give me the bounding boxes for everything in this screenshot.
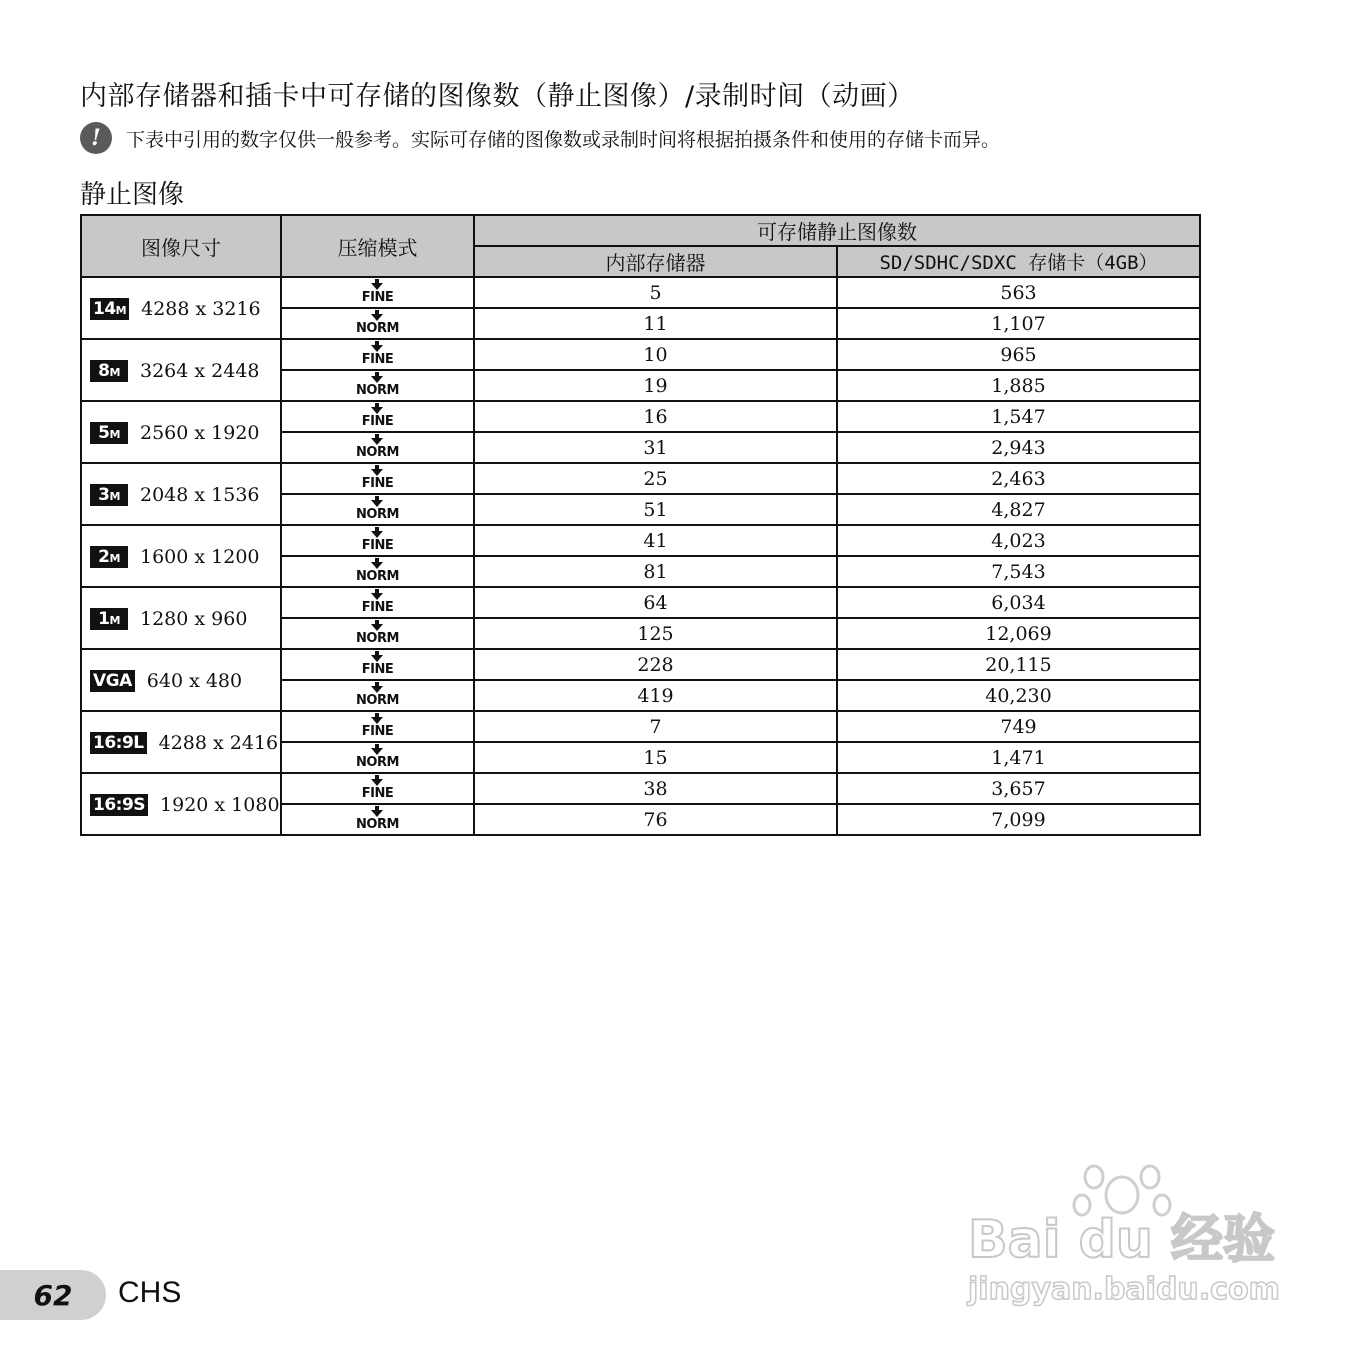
- quality-fine-icon: [362, 283, 393, 304]
- table-row: [81, 277, 1200, 308]
- card-count: 4,023: [837, 525, 1200, 556]
- internal-count: 41: [474, 525, 837, 556]
- internal-count: 15: [474, 742, 837, 773]
- quality-label: NORM: [356, 320, 399, 336]
- card-count: 20,115: [837, 649, 1200, 680]
- quality-label: NORM: [356, 692, 399, 708]
- internal-count: 5: [474, 277, 837, 308]
- internal-count: 11: [474, 308, 837, 339]
- card-count: 1,107: [837, 308, 1200, 339]
- badge-main: 5: [98, 422, 110, 443]
- down-arrow-icon: [371, 469, 383, 476]
- compression-fine-cell: [281, 649, 474, 680]
- quality-label: FINE: [361, 475, 394, 491]
- image-size-cell: [81, 401, 281, 463]
- quality-label: NORM: [356, 754, 399, 770]
- card-count: 3,657: [837, 773, 1200, 804]
- card-count: 1,471: [837, 742, 1200, 773]
- down-arrow-icon: [371, 376, 383, 383]
- table-row: [81, 773, 1200, 804]
- resolution: 640 x 480: [146, 669, 243, 692]
- resolution: 2560 x 1920: [140, 421, 260, 444]
- compression-normal-cell: [281, 556, 474, 587]
- quality-fine-icon: [362, 407, 393, 428]
- internal-count: 31: [474, 432, 837, 463]
- resolution: 1920 x 1080: [160, 793, 280, 816]
- quality-label: FINE: [361, 599, 394, 615]
- quality-label: NORM: [356, 506, 399, 522]
- quality-label: FINE: [361, 289, 394, 305]
- internal-count: 125: [474, 618, 837, 649]
- down-arrow-icon: [371, 438, 383, 445]
- resolution: 2048 x 1536: [140, 483, 260, 506]
- image-size-cell: [81, 711, 281, 773]
- quality-normal-icon: [356, 748, 399, 769]
- internal-count: 76: [474, 804, 837, 835]
- card-count: 7,543: [837, 556, 1200, 587]
- down-arrow-icon: [371, 283, 383, 290]
- down-arrow-icon: [371, 655, 383, 662]
- card-count: 1,885: [837, 370, 1200, 401]
- badge-main: 2: [98, 546, 110, 567]
- badge-sub: M: [109, 365, 120, 379]
- quality-normal-icon: [356, 500, 399, 521]
- table-row: [81, 525, 1200, 556]
- badge-sub: M: [109, 427, 120, 441]
- down-arrow-icon: [371, 624, 383, 631]
- quality-label: NORM: [356, 382, 399, 398]
- warning-icon: !: [80, 122, 112, 154]
- quality-label: FINE: [361, 351, 394, 367]
- compression-normal-cell: [281, 494, 474, 525]
- badge-main: 16:9L: [93, 732, 144, 753]
- image-size-cell: [81, 773, 281, 835]
- down-arrow-icon: [371, 407, 383, 414]
- internal-count: 228: [474, 649, 837, 680]
- card-count: 965: [837, 339, 1200, 370]
- watermark-brand: Bai du 经验: [968, 1210, 1275, 1270]
- internal-count: 38: [474, 773, 837, 804]
- badge-main: 16:9S: [93, 794, 146, 815]
- table-row: [81, 463, 1200, 494]
- quality-label: FINE: [361, 661, 394, 677]
- image-size-cell: [81, 463, 281, 525]
- resolution: 3264 x 2448: [140, 359, 260, 382]
- resolution: 4288 x 3216: [141, 297, 261, 320]
- quality-fine-icon: [362, 345, 393, 366]
- card-count: 4,827: [837, 494, 1200, 525]
- table-row: [81, 339, 1200, 370]
- quality-fine-icon: [362, 655, 393, 676]
- down-arrow-icon: [371, 593, 383, 600]
- down-arrow-icon: [371, 562, 383, 569]
- card-count: 563: [837, 277, 1200, 308]
- header-internal-memory: 内部存储器: [474, 246, 837, 277]
- down-arrow-icon: [371, 717, 383, 724]
- image-size-cell: [81, 587, 281, 649]
- internal-count: 7: [474, 711, 837, 742]
- card-count: 2,463: [837, 463, 1200, 494]
- internal-count: 419: [474, 680, 837, 711]
- compression-normal-cell: [281, 370, 474, 401]
- badge-main: 1: [98, 608, 110, 629]
- quality-normal-icon: [356, 562, 399, 583]
- image-size-badge-icon: [90, 794, 148, 816]
- resolution: 1280 x 960: [140, 607, 248, 630]
- quality-fine-icon: [362, 531, 393, 552]
- resolution: 1600 x 1200: [140, 545, 260, 568]
- compression-fine-cell: [281, 587, 474, 618]
- image-size-badge-icon: [90, 608, 128, 630]
- resolution: 4288 x 2416: [158, 731, 279, 754]
- quality-fine-icon: [362, 717, 393, 738]
- quality-label: FINE: [361, 785, 394, 801]
- note-text: 下表中引用的数字仅供一般参考。实际可存储的图像数或录制时间将根据拍摄条件和使用的存储卡而异。: [126, 128, 1001, 151]
- quality-normal-icon: [356, 438, 399, 459]
- image-size-badge-icon: [90, 422, 128, 444]
- table-row: [81, 401, 1200, 432]
- compression-fine-cell: [281, 711, 474, 742]
- card-count: 40,230: [837, 680, 1200, 711]
- internal-count: 51: [474, 494, 837, 525]
- image-size-badge-icon: [90, 360, 128, 382]
- quality-label: FINE: [361, 723, 394, 739]
- baidu-jingyan-watermark: [962, 1155, 1282, 1315]
- page-title: 内部存储器和插卡中可存储的图像数（静止图像）/录制时间（动画）: [80, 81, 915, 112]
- table-row: [81, 711, 1200, 742]
- note: [80, 122, 1000, 154]
- internal-count: 64: [474, 587, 837, 618]
- quality-normal-icon: [356, 686, 399, 707]
- badge-sub: M: [109, 489, 120, 503]
- image-size-badge-icon: [90, 484, 128, 506]
- image-size-badge-icon: [90, 732, 147, 754]
- quality-normal-icon: [356, 810, 399, 831]
- quality-label: NORM: [356, 568, 399, 584]
- card-count: 7,099: [837, 804, 1200, 835]
- quality-label: NORM: [356, 630, 399, 646]
- card-count: 1,547: [837, 401, 1200, 432]
- down-arrow-icon: [371, 345, 383, 352]
- image-size-badge-icon: [90, 670, 135, 692]
- down-arrow-icon: [371, 748, 383, 755]
- header-compression: 压缩模式: [281, 215, 474, 277]
- section-title: 静止图像: [80, 180, 185, 210]
- badge-main: 3: [98, 484, 110, 505]
- compression-normal-cell: [281, 804, 474, 835]
- badge-sub: M: [109, 551, 120, 565]
- internal-count: 25: [474, 463, 837, 494]
- quality-label: NORM: [356, 816, 399, 832]
- quality-normal-icon: [356, 624, 399, 645]
- compression-normal-cell: [281, 618, 474, 649]
- badge-sub: M: [115, 303, 127, 317]
- card-count: 749: [837, 711, 1200, 742]
- compression-normal-cell: [281, 308, 474, 339]
- capacity-table: [80, 214, 1201, 836]
- image-size-badge-icon: [90, 546, 128, 568]
- quality-normal-icon: [356, 376, 399, 397]
- quality-fine-icon: [362, 779, 393, 800]
- compression-normal-cell: [281, 680, 474, 711]
- quality-label: FINE: [361, 537, 394, 553]
- quality-label: NORM: [356, 444, 399, 460]
- down-arrow-icon: [371, 314, 383, 321]
- compression-normal-cell: [281, 432, 474, 463]
- quality-fine-icon: [362, 469, 393, 490]
- compression-fine-cell: [281, 277, 474, 308]
- page-number: 62: [0, 1270, 106, 1320]
- internal-count: 16: [474, 401, 837, 432]
- down-arrow-icon: [371, 500, 383, 507]
- image-size-cell: [81, 525, 281, 587]
- compression-fine-cell: [281, 339, 474, 370]
- table-row: [81, 649, 1200, 680]
- watermark-url: jingyan.baidu.com: [968, 1272, 1280, 1307]
- image-size-cell: [81, 339, 281, 401]
- quality-fine-icon: [362, 593, 393, 614]
- header-capacity: 可存储静止图像数: [474, 215, 1200, 246]
- card-count: 2,943: [837, 432, 1200, 463]
- table-row: [81, 587, 1200, 618]
- compression-fine-cell: [281, 401, 474, 432]
- compression-fine-cell: [281, 525, 474, 556]
- internal-count: 10: [474, 339, 837, 370]
- quality-normal-icon: [356, 314, 399, 335]
- compression-normal-cell: [281, 742, 474, 773]
- down-arrow-icon: [371, 779, 383, 786]
- compression-fine-cell: [281, 773, 474, 804]
- quality-label: FINE: [361, 413, 394, 429]
- badge-main: 14: [93, 298, 116, 319]
- image-size-badge-icon: [90, 298, 129, 320]
- down-arrow-icon: [371, 686, 383, 693]
- compression-fine-cell: [281, 463, 474, 494]
- internal-count: 19: [474, 370, 837, 401]
- down-arrow-icon: [371, 531, 383, 538]
- image-size-cell: [81, 649, 281, 711]
- language-label: CHS: [118, 1276, 182, 1309]
- badge-main: VGA: [93, 670, 132, 691]
- down-arrow-icon: [371, 810, 383, 817]
- header-card: SD/SDHC/SDXC 存储卡（4GB）: [837, 246, 1200, 277]
- card-count: 6,034: [837, 587, 1200, 618]
- header-image-size: 图像尺寸: [81, 215, 281, 277]
- card-count: 12,069: [837, 618, 1200, 649]
- internal-count: 81: [474, 556, 837, 587]
- badge-sub: M: [109, 613, 120, 627]
- badge-main: 8: [98, 360, 110, 381]
- image-size-cell: [81, 277, 281, 339]
